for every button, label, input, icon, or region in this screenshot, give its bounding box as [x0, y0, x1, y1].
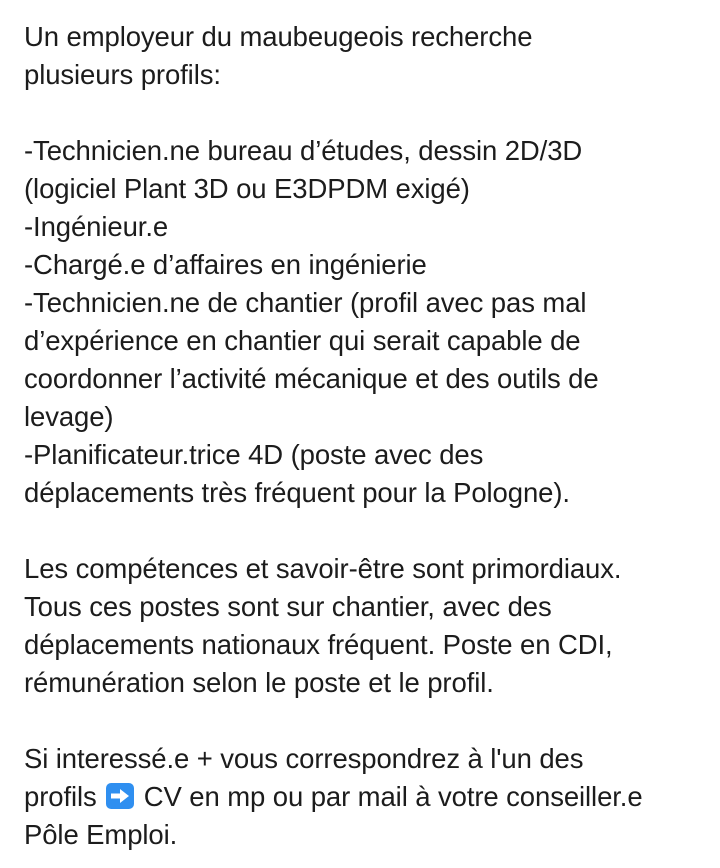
profile-line: levage) — [24, 401, 114, 432]
intro-line: plusieurs profils: — [24, 59, 221, 90]
paragraph-gap — [24, 702, 712, 740]
profile-line: -Technicien.ne de chantier (profil avec pas mal — [24, 287, 587, 318]
cta-line — [24, 778, 712, 816]
cta-line: Si interessé.e + vous correspondrez à l'un des — [24, 743, 584, 774]
cta-text-after-arrow: CV en mp ou par mail à votre conseiller.e — [143, 781, 643, 812]
profile-line: -Chargé.e d’affaires en ingénierie — [24, 249, 427, 280]
conditions-line: Les compétences et savoir-être sont primordiaux. — [24, 553, 622, 584]
cta-line: Pôle Emploi. — [24, 819, 178, 850]
conditions-line: rémunération selon le poste et le profil. — [24, 667, 494, 698]
conditions-paragraph — [24, 550, 712, 702]
profile-line: -Technicien.ne bureau d’études, dessin 2D/3D — [24, 135, 583, 166]
conditions-line: Tous ces postes sont sur chantier, avec des — [24, 591, 552, 622]
intro-line: Un employeur du maubeugeois recherche — [24, 21, 533, 52]
conditions-line: déplacements nationaux fréquent. Poste en CDI, — [24, 629, 613, 660]
right-arrow-emoji-icon — [105, 782, 135, 810]
cta-paragraph — [24, 740, 712, 854]
profile-line: d’expérience en chantier qui serait capable de — [24, 325, 581, 356]
profiles-list — [24, 132, 712, 512]
paragraph-gap — [24, 512, 712, 550]
post-text — [24, 18, 712, 854]
intro-paragraph — [24, 18, 712, 94]
profile-line: -Planificateur.trice 4D (poste avec des — [24, 439, 484, 470]
paragraph-gap — [24, 94, 712, 132]
profile-line: déplacements très fréquent pour la Pologne). — [24, 477, 570, 508]
cta-text-before-arrow: profils — [24, 781, 97, 812]
profile-line: -Ingénieur.e — [24, 211, 169, 242]
profile-line: (logiciel Plant 3D ou E3DPDM exigé) — [24, 173, 470, 204]
profile-line: coordonner l’activité mécanique et des outils de — [24, 363, 599, 394]
